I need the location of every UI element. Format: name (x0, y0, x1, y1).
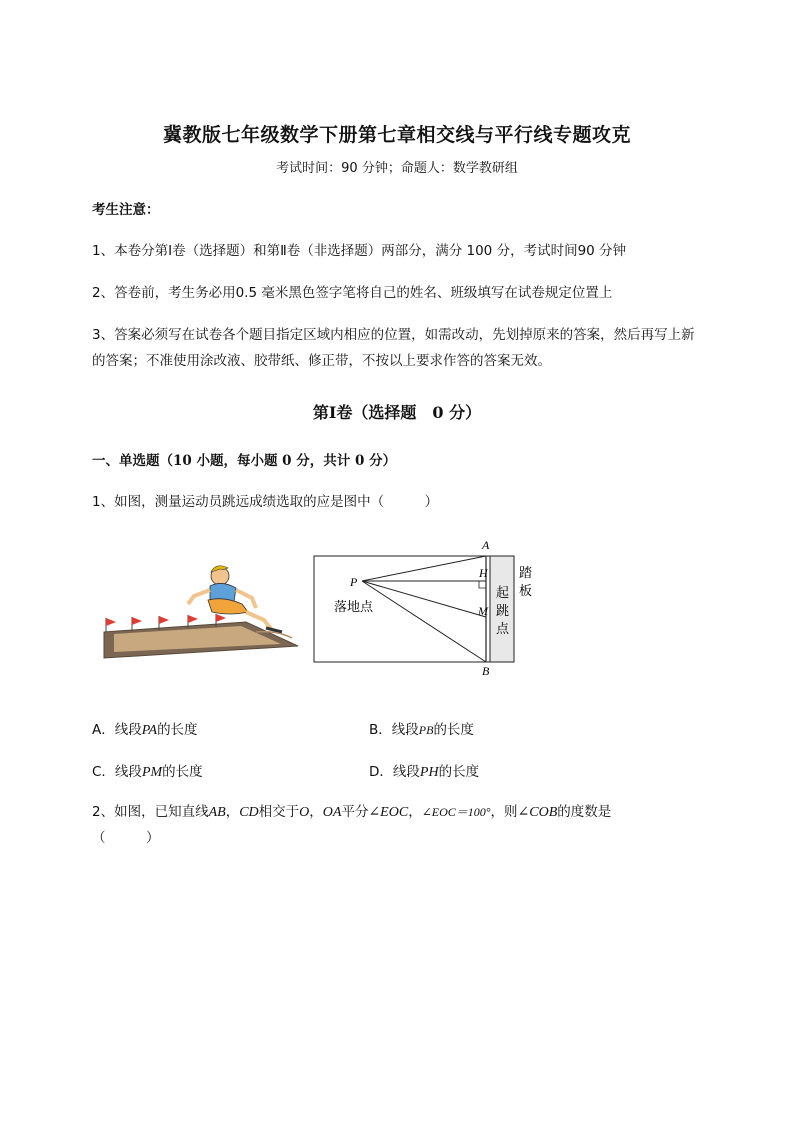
notice-item-3-line2: 的答案；不准使用涂改液、胶带纸、修正带，不按以上要求作答的答案无效。 (92, 353, 551, 369)
label-board-2: 板 (519, 583, 533, 598)
option-c[interactable]: C．线段PM的长度 (92, 764, 203, 780)
label-m: M (478, 604, 488, 618)
option-d[interactable]: D．线段PH的长度 (369, 764, 480, 780)
segment-pa (362, 556, 486, 581)
jump-measurement-diagram (300, 535, 550, 680)
label-b: B (482, 664, 490, 678)
part-heading: 一、单选题（10 小题，每小题 0 分，共计 0 分） (92, 453, 397, 469)
question-2-stem: 2、如图，已知直线AB，CD相交于O，OA平分∠EOC，∠EOC＝100°，则∠COB的度数是 (92, 804, 612, 820)
label-a: A (482, 538, 490, 552)
right-angle-mark (479, 581, 486, 588)
segment-pb (362, 581, 486, 662)
notice-item-1: 1、本卷分第Ⅰ卷（选择题）和第Ⅱ卷（非选择题）两部分，满分 100 分，考试时间90 分钟 (92, 243, 627, 259)
label-takeoff-3: 点 (496, 621, 510, 636)
label-h: H (479, 566, 488, 580)
question-1-stem: 1、如图，测量运动员跳远成绩选取的应是图中（ ） (92, 494, 439, 510)
label-landing-point: 落地点 (334, 599, 374, 614)
segment-pm (362, 581, 486, 617)
notice-heading: 考生注意： (92, 202, 160, 218)
label-takeoff-1: 起 (496, 585, 510, 600)
label-board-1: 踏 (519, 565, 533, 580)
notice-item-3-line1: 3、答案必须写在试卷各个题目指定区域内相应的位置，如需改动，先划掉原来的答案，然后再写上新 (92, 327, 695, 343)
label-p: P (350, 575, 358, 589)
option-b[interactable]: B．线段PB的长度 (369, 722, 474, 738)
notice-item-2: 2、答卷前，考生务必用0.5 毫米黑色签字笔将自己的姓名、班级填写在试卷规定位置上 (92, 285, 613, 301)
exam-info: 考试时间：90 分钟；命题人：数学教研组 (276, 161, 518, 176)
option-a[interactable]: A．线段PA的长度 (92, 722, 198, 738)
page-title: 冀教版七年级数学下册第七章相交线与平行线专题攻克 (162, 124, 631, 146)
label-takeoff-2: 跳 (496, 603, 510, 618)
long-jump-illustration (96, 560, 306, 664)
question-2-answer-blank: （ ） (92, 830, 160, 846)
section-title: 第Ⅰ卷（选择题 0 分） (312, 403, 482, 422)
